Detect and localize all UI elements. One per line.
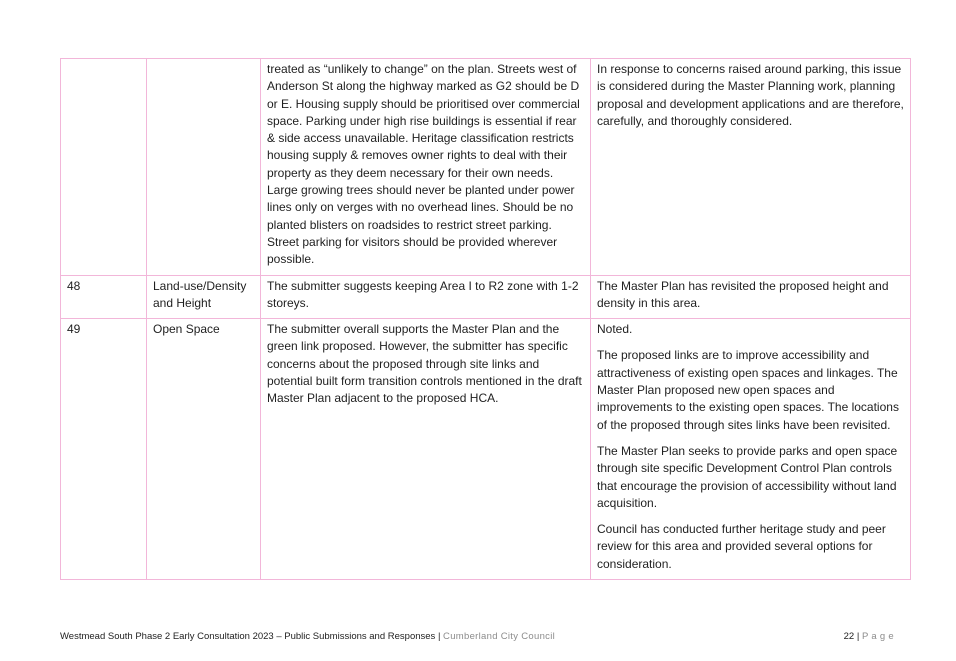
table-row — [61, 319, 911, 580]
submission-paragraph: The submitter suggests keeping Area I to R2 zone with 1-2 storeys. — [267, 278, 579, 310]
table-row — [61, 59, 911, 276]
footer-page-number: 22 — [843, 631, 855, 642]
cell-submission-number: 48 — [61, 275, 147, 319]
footer-document-title: Westmead South Phase 2 Early Consultation 2023 – Public Submissions and Responses — [60, 631, 436, 642]
table-row — [61, 275, 911, 319]
footer-left — [60, 631, 555, 642]
response-paragraph: Council has conducted further heritage study and peer review for this area and provided several options for consideration. — [597, 522, 886, 571]
response-paragraph: In response to concerns raised around parking, this issue is considered during the Master Planning work, planning proposal and development applications and are therefore, carefully, and thoroughly considered. — [597, 62, 904, 128]
cell-submission-summary — [261, 319, 591, 580]
cell-council-response — [591, 319, 911, 580]
footer-separator: | — [437, 631, 441, 642]
cell-submission-number: 49 — [61, 319, 147, 580]
submissions-table-body — [61, 59, 911, 580]
cell-submission-number — [61, 59, 147, 276]
response-paragraph: The Master Plan seeks to provide parks and open space through site specific Development Control Plan controls that encourage the provision of accessibility without land acquisition. — [597, 443, 898, 510]
submission-paragraph: The submitter overall supports the Master Plan and the green link proposed. However, the submitter has specific concerns about the proposed through site links and potential built form transition controls mentioned in the draft Master Plan adjacent to the proposed HCA. — [267, 322, 582, 406]
response-paragraph: Noted. — [597, 322, 633, 337]
cell-topic — [147, 59, 261, 276]
cell-submission-summary — [261, 275, 591, 319]
cell-topic: Land-use/Density and Height — [147, 275, 261, 319]
response-paragraph: The Master Plan has revisited the proposed height and density in this area. — [597, 278, 889, 310]
submissions-table — [60, 58, 911, 580]
footer-right — [844, 631, 894, 642]
response-paragraph: The proposed links are to improve accessibility and attractiveness of existing open spaces and linkages. The Master Plan proposed new open spaces and improvements to the existing open spaces. The locations of the proposed through sites links have been revisited. — [597, 348, 899, 432]
footer-organisation: Cumberland City Council — [443, 631, 556, 642]
cell-topic: Open Space — [147, 319, 261, 580]
footer-page-label: P a g e — [861, 631, 894, 642]
cell-submission-summary — [261, 59, 591, 276]
cell-council-response — [591, 59, 911, 276]
footer-separator-2: | — [856, 631, 860, 642]
cell-council-response — [591, 275, 911, 319]
submission-paragraph: treated as “unlikely to change” on the plan. Streets west of Anderson St along the highway marked as G2 should be D or E. Housing supply should be prioritised over commercial space. Parking under high rise buildings is essential if rear & side access unavailable. Heritage classification restricts housing supply & removes owner rights to deal with their property as they deem necessary for their own needs. Large growing trees should never be planted under power lines only on verges with no overhead lines. Should be no planted blisters on roadsides to restrict street parking. Street parking for visitors should be provided wherever possible. — [267, 62, 580, 267]
